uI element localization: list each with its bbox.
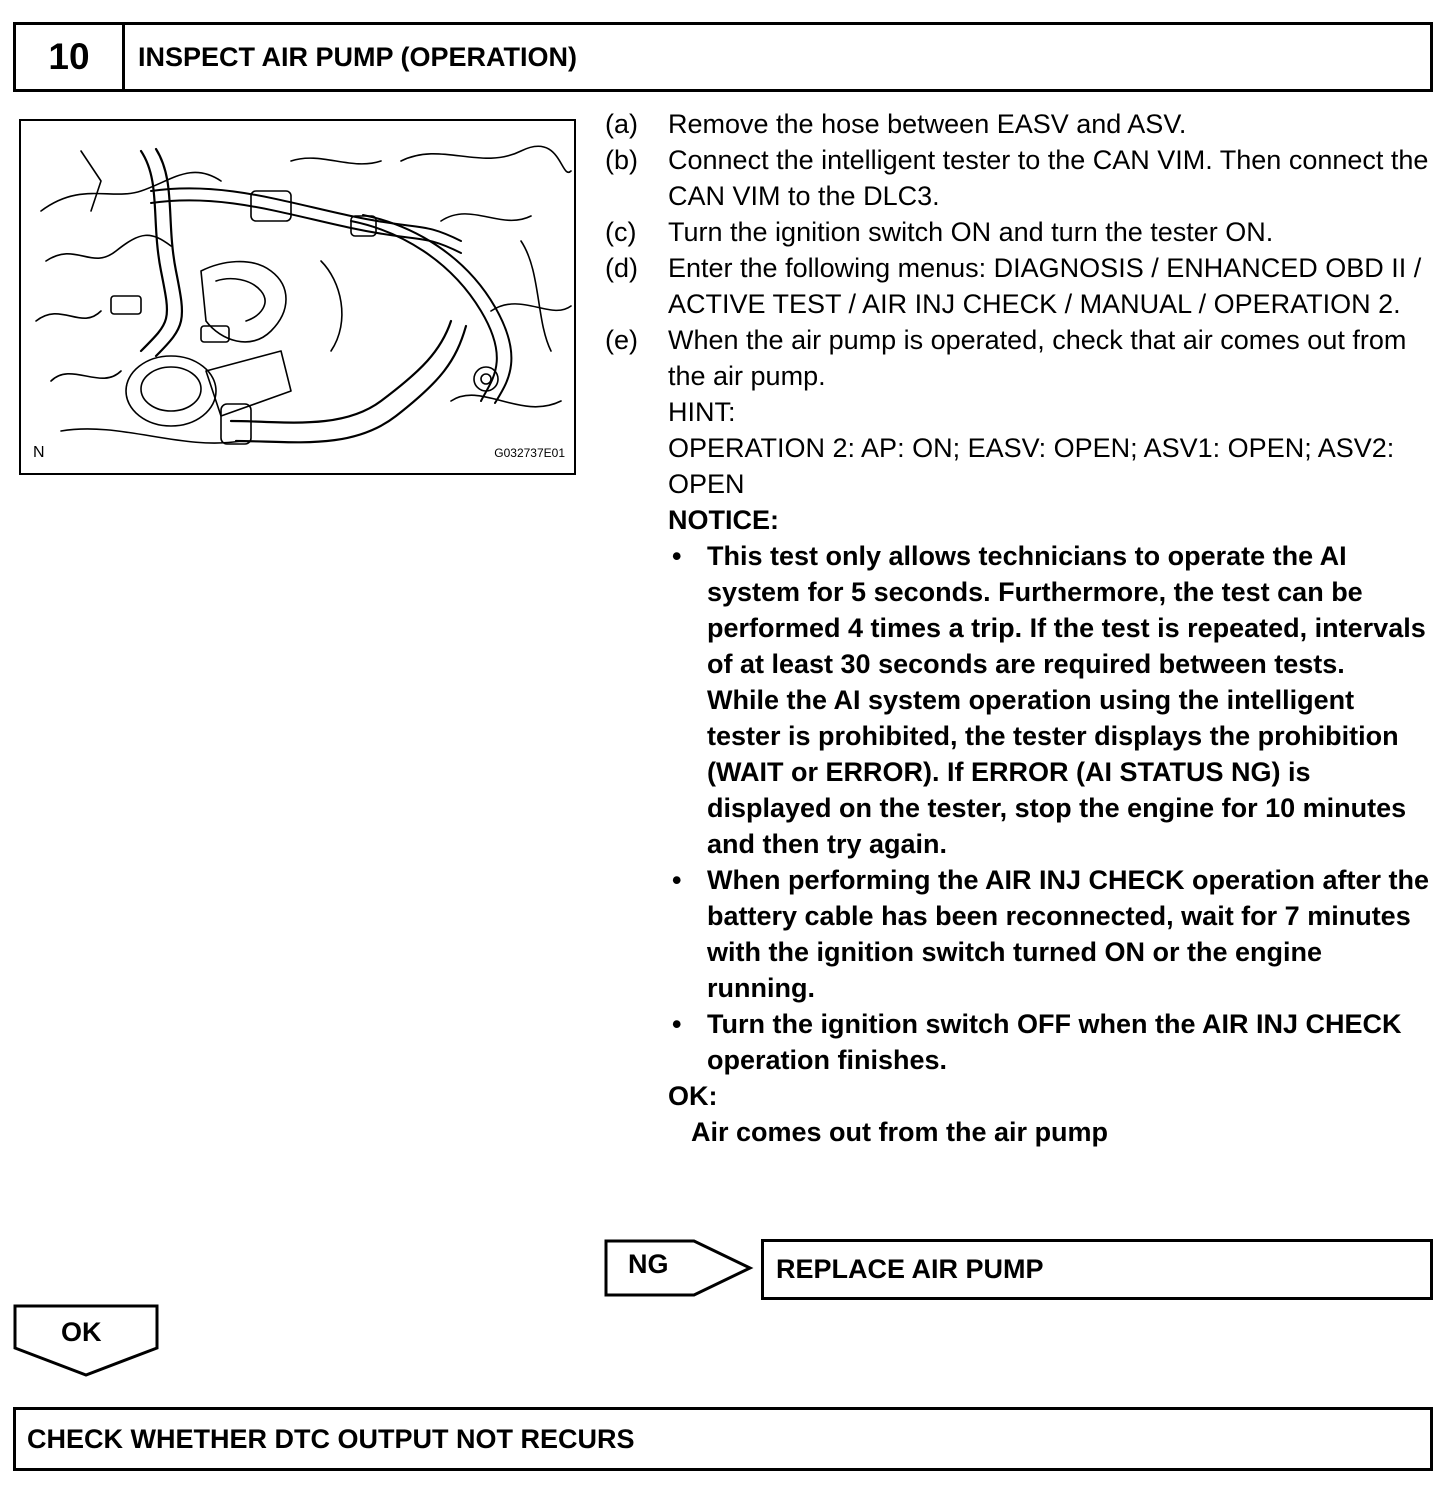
step-label: (c) (605, 217, 637, 247)
ng-branch-arrow[interactable] (604, 1239, 754, 1297)
step-text: Remove the hose between EASV and ASV. (668, 109, 1187, 139)
step-text: Enter the following menus: DIAGNOSIS / ENHANCED OBD II / ACTIVE TEST / AIR INJ CHECK / MANUAL / OPERATION 2. (668, 253, 1422, 319)
notice-item-text: When performing the AIR INJ CHECK operation after the battery cable has been reconnected, wait for 7 minutes with the ignition switch turned ON or the engine running. (707, 865, 1430, 1003)
notice-item (668, 862, 1435, 1006)
notice-label: NOTICE: (668, 505, 779, 535)
bullet-icon: • (672, 865, 682, 895)
bullet-icon: • (672, 541, 682, 571)
step-c (605, 214, 1435, 250)
notice-item-text: This test only allows technicians to operate the AI system for 5 seconds. Furthermore, the test can be performed 4 times a trip. If the test is repeated, intervals of at least 30 seconds are required between tests. (707, 541, 1426, 679)
hint-text: OPERATION 2: AP: ON; EASV: OPEN; ASV1: OPEN; ASV2: OPEN (668, 433, 1395, 499)
step-label: (d) (605, 253, 638, 283)
step-label: (e) (605, 325, 638, 355)
step-number: 10 (16, 25, 125, 89)
bullet-icon: • (672, 1009, 682, 1039)
notice-item (668, 538, 1435, 862)
ok-label: OK (61, 1317, 102, 1347)
ok-standard-label: OK: (668, 1081, 718, 1111)
engine-illustration-icon (21, 121, 574, 473)
right-arrow-icon (604, 1239, 754, 1297)
step-b (605, 142, 1435, 214)
notice-item-text: Turn the ignition switch OFF when the AIR INJ CHECK operation finishes. (707, 1009, 1402, 1075)
notice-item (668, 1006, 1435, 1078)
ok-branch-arrow[interactable] (13, 1304, 159, 1378)
engine-illustration-figure (19, 119, 576, 475)
ok-standard-value: Air comes out from the air pump (691, 1117, 1109, 1147)
step-text: Connect the intelligent tester to the CAN VIM. Then connect the CAN VIM to the DLC3. (668, 145, 1429, 211)
next-step-box[interactable]: CHECK WHETHER DTC OUTPUT NOT RECURS (13, 1407, 1433, 1471)
notice-item-extra: While the AI system operation using the intelligent tester is prohibited, the tester displays the prohibition (WAIT or ERROR). If ERROR (AI STATUS NG) is displayed on the tester, stop the engine for 10 minutes and then try again. (707, 685, 1407, 859)
figure-code: G032737E01 (494, 446, 565, 460)
step-header (13, 22, 1433, 92)
step-e (605, 322, 1435, 394)
figure-north-label: N (33, 444, 45, 461)
step-d (605, 250, 1435, 322)
step-text: Turn the ignition switch ON and turn the tester ON. (668, 217, 1274, 247)
step-label: (b) (605, 145, 638, 175)
ng-action-box[interactable]: REPLACE AIR PUMP (761, 1239, 1433, 1300)
ng-label: NG (628, 1249, 669, 1279)
instructions (605, 106, 1435, 1150)
step-label: (a) (605, 109, 638, 139)
step-text: When the air pump is operated, check that air comes out from the air pump. (668, 325, 1407, 391)
step-title: INSPECT AIR PUMP (OPERATION) (138, 41, 578, 72)
hint-label: HINT: (668, 397, 736, 427)
step-a (605, 106, 1435, 142)
